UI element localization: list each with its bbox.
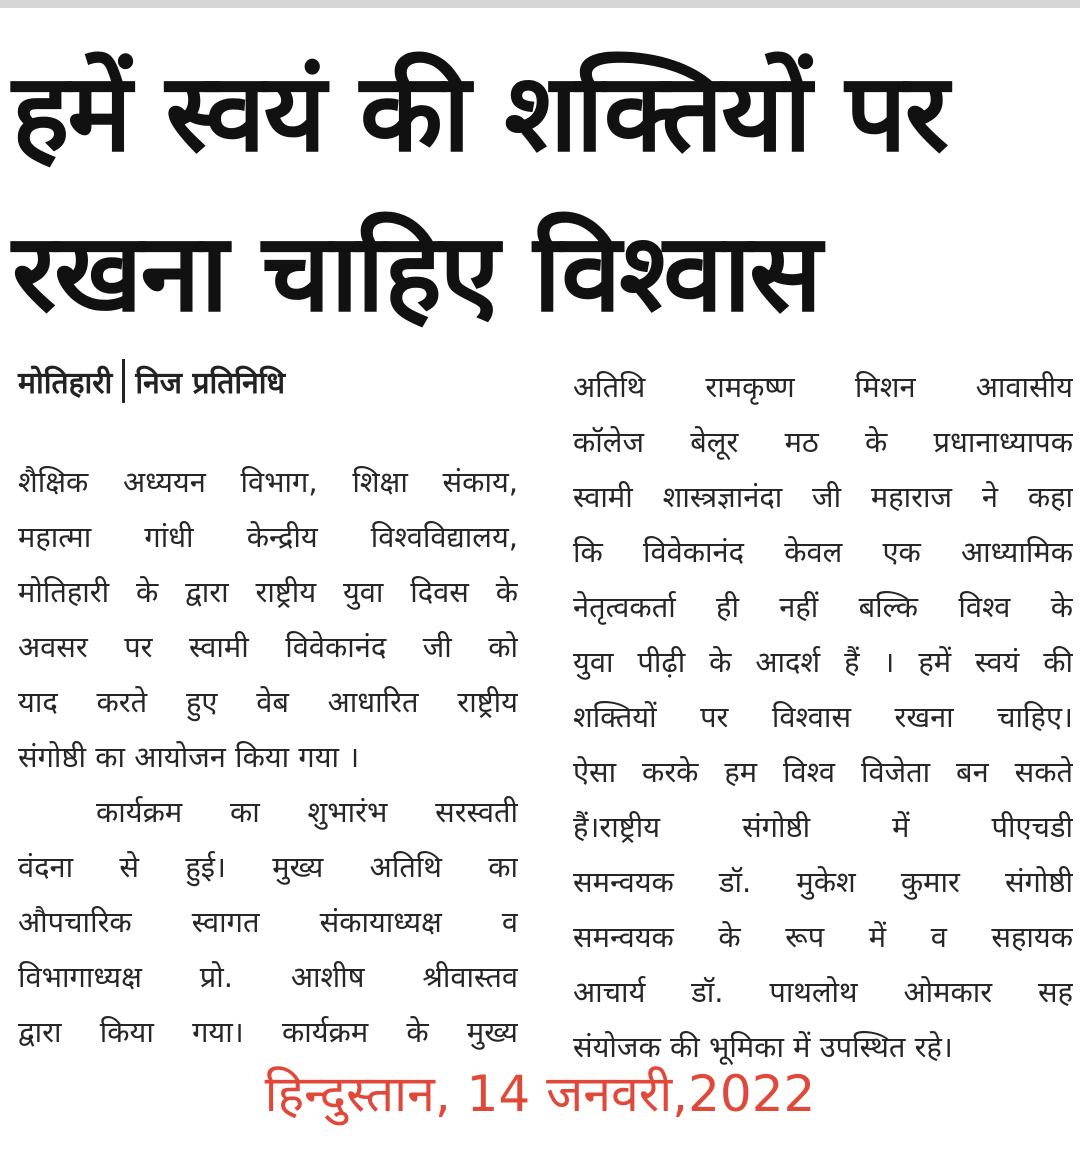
text-line: विभागाध्यक्ष प्रो. आशीष श्रीवास्तव: [18, 960, 518, 994]
source-date-caption: हिन्दुस्तान, 14 जनवरी,2022: [264, 1065, 816, 1123]
text-line: कि विवेकानंद केवल एक आध्यामिक: [573, 535, 1073, 569]
article-column-right: [573, 360, 1073, 1075]
text-line: संगोष्ठी का आयोजन किया गया ।: [18, 740, 360, 774]
text-line: स्वामी शास्त्रज्ञानंदा जी महाराज ने कहा: [573, 480, 1073, 514]
top-border-strip: [0, 0, 1080, 8]
byline: [18, 356, 285, 406]
byline-place: मोतिहारी: [18, 365, 113, 401]
text-line: द्वारा किया गया। कार्यक्रम के मुख्य: [18, 1015, 518, 1049]
text-line: मोतिहारी के द्वारा राष्ट्रीय युवा दिवस के: [18, 575, 518, 609]
text-line: वंदना से हुई। मुख्य अतिथि का: [18, 850, 518, 884]
text-line: नेतृत्वकर्ता ही नहीं बल्कि विश्व के: [573, 590, 1073, 624]
text-line: समन्वयक के रूप में व सहायक: [573, 920, 1073, 954]
text-line: शैक्षिक अध्ययन विभाग, शिक्षा संकाय,: [18, 465, 518, 499]
text-line: हैं।राष्ट्रीय संगोष्ठी में पीएचडी: [573, 810, 1073, 844]
article-headline: हमें स्वयं की शक्तियों पर रखना चाहिए विश्वास: [12, 51, 947, 336]
byline-separator: [122, 359, 125, 403]
text-line: समन्वयक डॉ. मुकेश कुमार संगोष्ठी: [573, 865, 1073, 899]
text-line: औपचारिक स्वागत संकायाध्यक्ष व: [18, 905, 518, 939]
byline-reporter: निज प्रतिनिधि: [135, 365, 286, 401]
text-line: कार्यक्रम का शुभारंभ सरस्वती: [96, 795, 518, 829]
text-line: आचार्य डॉ. पाथलोथ ओमकार सह: [573, 975, 1073, 1009]
text-line: याद करते हुए वेब आधारित राष्ट्रीय: [18, 685, 518, 719]
text-line: अवसर पर स्वामी विवेकानंद जी को: [18, 630, 518, 664]
text-line: महात्मा गांधी केन्द्रीय विश्वविद्यालय,: [18, 520, 518, 554]
text-line: कॉलेज बेलूर मठ के प्रधानाध्यापक: [573, 425, 1073, 459]
text-line: संयोजक की भूमिका में उपस्थित रहे।: [573, 1030, 953, 1064]
text-line: ऐसा करके हम विश्व विजेता बन सकते: [573, 755, 1073, 789]
text-line: युवा पीढ़ी के आदर्श हैं । हमें स्वयं की: [573, 645, 1073, 679]
text-line: अतिथि रामकृष्ण मिशन आवासीय: [573, 370, 1073, 404]
article-column-left: [18, 455, 518, 1060]
text-line: शक्तियों पर विश्वास रखना चाहिए।: [573, 700, 1073, 734]
